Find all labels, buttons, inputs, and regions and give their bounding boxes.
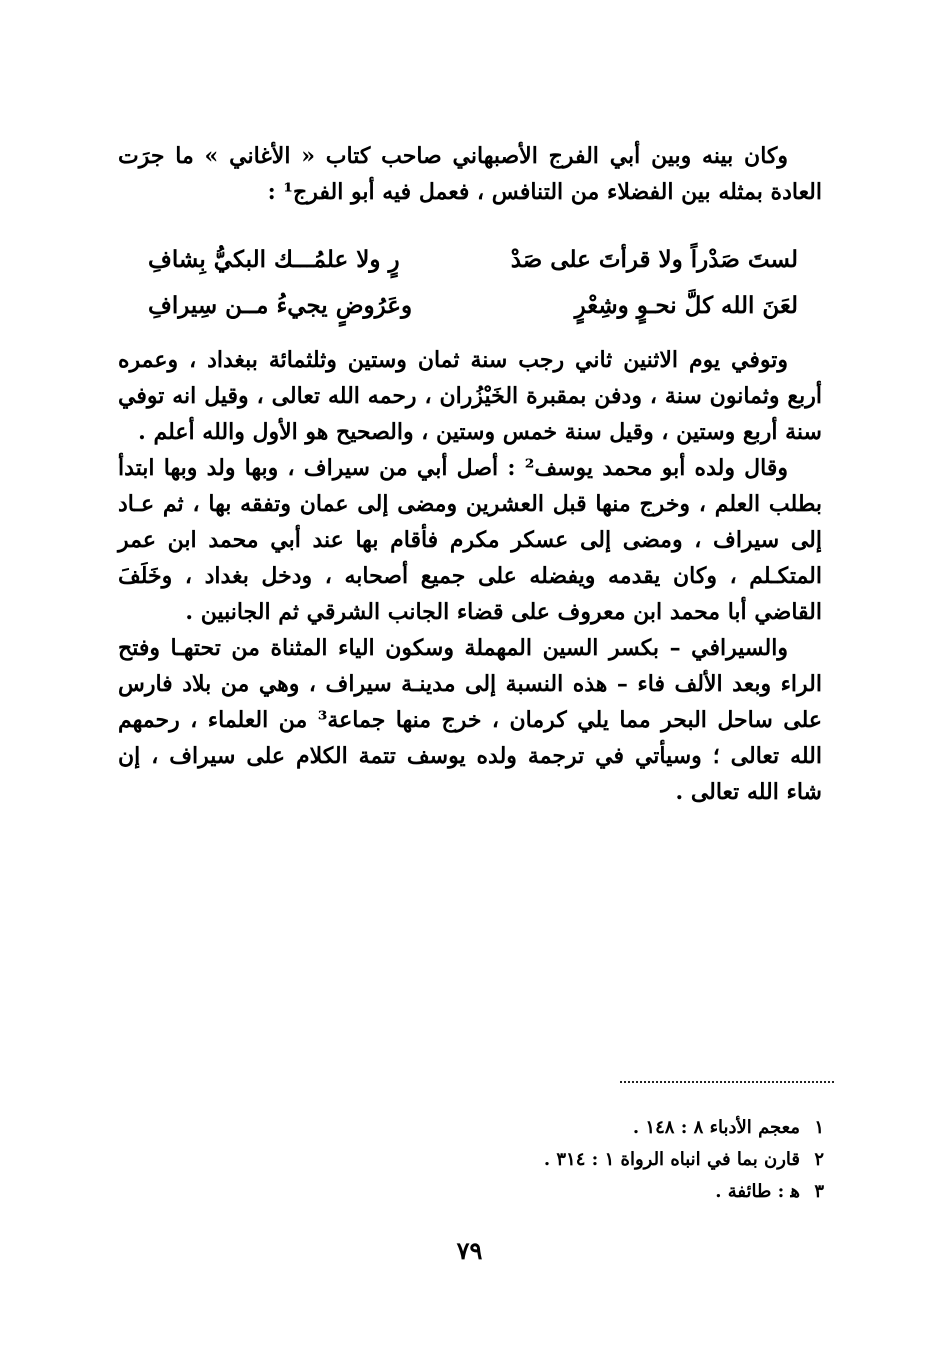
footnote-3: [544, 1176, 824, 1208]
footnote-number: ٣: [814, 1181, 824, 1202]
intro-text: وكان بينه وبين أبي الفرج الأصبهاني صاحب كتاب « الأغاني » ما جرَت العادة بمثله بين الفضلاء من التنافس ، فعمل فيه أبو الفرج¹ :: [118, 143, 822, 205]
paragraph-nisba: والسيرافي – بكسر السين المهملة وسكون الياء المثناة من تحتهـا وفتح الراء وبعد الألف فاء – هذه النسبة إلى مدينـة سيراف ، وهي من بلاد فارس على ساحل البحر مما يلي كرمان ، خرج منها جماعة³ من العلماء ، رحمهم الله تعالى ؛ وسيأتي في ترجمة ولده يوسف تتمة الكلام على سيراف ، إن شاء الله تعالى .: [118, 635, 822, 805]
poem: [148, 236, 798, 328]
footnote-text: ﻫ : طائفة .: [715, 1181, 800, 1202]
intro-paragraph: [118, 138, 822, 210]
verse-1-first-hemistich: لستَ صَدْراً ولا قرأتَ على صَدْ: [510, 245, 798, 273]
poem-verse-2: [148, 282, 798, 328]
footnote-2: [544, 1144, 824, 1176]
poem-verse-1: [148, 236, 798, 282]
verse-2-second-hemistich: وعَرُوضٍ يجيءُ مــن سِيرافِ: [148, 291, 413, 319]
page-number: ٧٩: [456, 1236, 483, 1265]
footnote-divider: [620, 1081, 834, 1083]
footnote-number: ٢: [814, 1149, 824, 1170]
footnote-1: [544, 1112, 824, 1144]
footnote-text: معجم الأدباء ٨ : ١٤٨ .: [632, 1117, 800, 1138]
verse-1-second-hemistich: رٍ ولا علمُـــك البكيُّ بِشافِ: [148, 245, 400, 273]
footnotes: [544, 1112, 824, 1208]
footnote-text: قارن بما في انباه الرواة ١ : ٣١٤ .: [543, 1149, 800, 1170]
paragraph-death: وتوفي يوم الاثنين ثاني رجب سنة ثمان وستين وثلثمائة ببغداد ، وعمره أربع وثمانون سنة ، ودفن بمقبرة الخَيْزُران ، رحمه الله تعالى ، وقيل انه توفي سنة أربع وستين ، وقيل سنة خمس وستين ، والصحيح هو الأول والله أعلم .: [118, 347, 822, 445]
footnote-number: ١: [814, 1117, 824, 1138]
paragraph-son-account: وقال ولده أبو محمد يوسف² : أصل أبي من سيراف ، وبها ولد وبها ابتدأ بطلب العلم ، وخرج منها قبل العشرين ومضى إلى عمان وتفقه بها ، ثم عـاد إلى سيراف ، ومضى إلى عسكر مكرم فأقام بها عند أبي محمد ابن عمر المتكـلم ، وكان يقدمه ويفضله على جميع أصحابه ، ودخل بغداد ، وخَلَفَ القاضي أبا محمد ابن معروف على قضاء الجانب الشرقي ثم الجانبين .: [118, 455, 822, 625]
verse-2-first-hemistich: لعَنَ الله كلَّ نحـوٍ وشِعْرٍ: [574, 291, 798, 319]
body-text: [118, 342, 822, 810]
